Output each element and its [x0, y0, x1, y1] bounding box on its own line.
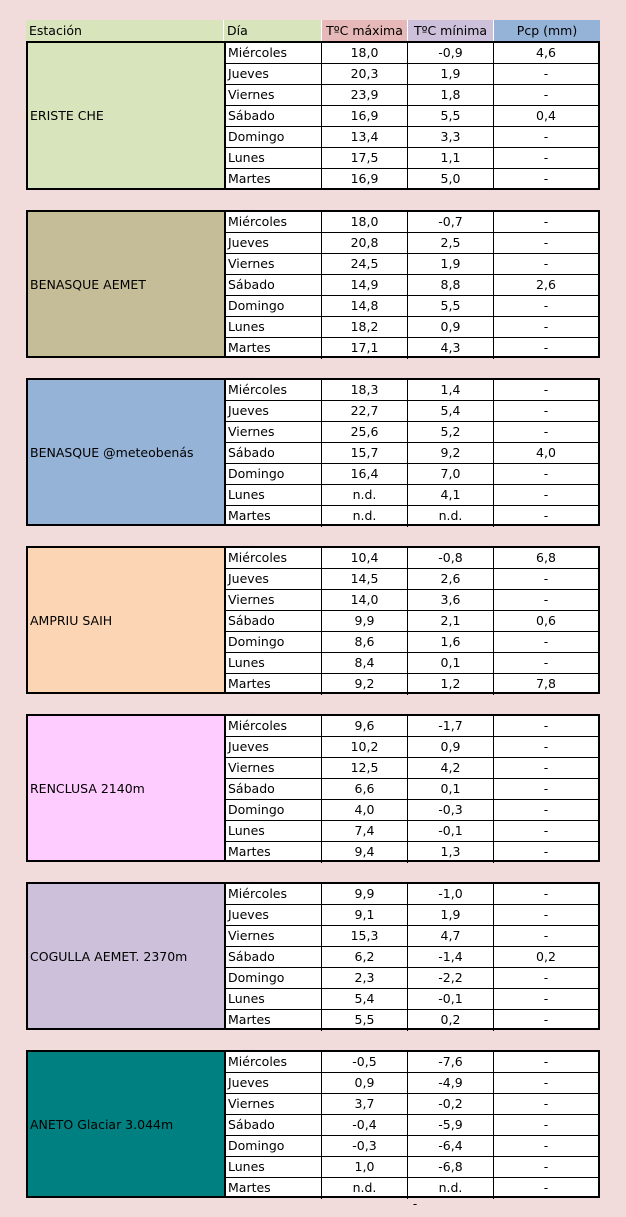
tmin-cell: -0,9 — [408, 43, 494, 63]
day-cell: Sábado — [226, 443, 322, 463]
table-row — [226, 548, 598, 569]
day-cell: Jueves — [226, 905, 322, 925]
tmax-cell: 0,9 — [322, 1073, 408, 1093]
tmax-cell: 16,4 — [322, 464, 408, 484]
tmax-cell: 9,9 — [322, 611, 408, 631]
table-row — [226, 611, 598, 632]
pcp-cell: - — [543, 87, 549, 102]
tmin-cell: 1,2 — [408, 674, 494, 695]
day-cell: Jueves — [226, 64, 322, 84]
pcp-cell: - — [543, 129, 549, 144]
pcp-cell: - — [543, 634, 549, 649]
table-row — [226, 968, 598, 989]
day-cell: Viernes — [226, 1094, 322, 1114]
tmax-cell: 20,3 — [322, 64, 408, 84]
day-cell: Sábado — [226, 611, 322, 631]
pcp-cell: - — [543, 844, 549, 859]
table-row — [226, 842, 598, 863]
tmax-cell: 9,6 — [322, 716, 408, 736]
tmax-cell: 4,0 — [322, 800, 408, 820]
tmax-cell: n.d. — [322, 1178, 408, 1199]
tmin-cell: 0,2 — [408, 1010, 494, 1031]
tmax-cell: 17,5 — [322, 148, 408, 168]
station-rows — [226, 548, 598, 692]
pcp-cell: - — [543, 508, 549, 523]
tmax-cell: 14,9 — [322, 275, 408, 295]
table-row — [226, 590, 598, 611]
header-day: Día — [224, 20, 322, 41]
tmax-cell: 9,9 — [322, 884, 408, 904]
tmin-cell: 7,0 — [408, 464, 494, 484]
table-row — [226, 989, 598, 1010]
tmax-cell: -0,4 — [322, 1115, 408, 1135]
tmin-cell: 2,1 — [408, 611, 494, 631]
header-station: Estación — [26, 20, 224, 41]
pcp-cell: - — [543, 970, 549, 985]
station-name: RENCLUSA 2140m — [28, 716, 226, 860]
table-row — [226, 569, 598, 590]
tmin-cell: 4,7 — [408, 926, 494, 946]
station-block — [26, 882, 600, 1030]
tmin-cell: -0,7 — [408, 212, 494, 232]
table-row — [226, 317, 598, 338]
table-row — [226, 926, 598, 947]
tmax-cell: n.d. — [322, 506, 408, 527]
tmin-cell: 5,2 — [408, 422, 494, 442]
day-cell: Miércoles — [226, 1052, 322, 1072]
station-block — [26, 210, 600, 358]
tmax-cell: 7,4 — [322, 821, 408, 841]
tmax-cell: -0,3 — [322, 1136, 408, 1156]
tmin-cell: 0,9 — [408, 737, 494, 757]
tmin-cell: -7,6 — [408, 1052, 494, 1072]
station-name: AMPRIU SAIH — [28, 548, 226, 692]
header-tmin: TºC mínima — [408, 20, 494, 41]
tmin-cell: n.d. — [408, 1178, 494, 1199]
day-cell: Domingo — [226, 464, 322, 484]
pcp-cell: - — [543, 823, 549, 838]
tmin-cell: 3,3 — [408, 127, 494, 147]
table-row — [226, 1052, 598, 1073]
tmax-cell: 18,0 — [322, 43, 408, 63]
pcp-cell: - — [543, 802, 549, 817]
pcp-cell: - — [543, 571, 549, 586]
day-cell: Lunes — [226, 989, 322, 1009]
tmax-cell: 18,2 — [322, 317, 408, 337]
day-cell: Miércoles — [226, 884, 322, 904]
block-gap — [26, 358, 600, 378]
tmax-cell: 18,0 — [322, 212, 408, 232]
table-row — [226, 275, 598, 296]
station-blocks — [26, 43, 600, 1198]
pcp-cell: - — [543, 1054, 549, 1069]
tmax-cell: 24,5 — [322, 254, 408, 274]
pcp-cell: - — [543, 298, 549, 313]
tmin-cell: 5,4 — [408, 401, 494, 421]
station-block — [26, 378, 600, 526]
day-cell: Jueves — [226, 233, 322, 253]
table-row — [226, 106, 598, 127]
tmax-cell: 18,3 — [322, 380, 408, 400]
tmax-cell: 16,9 — [322, 169, 408, 190]
tmin-cell: n.d. — [408, 506, 494, 527]
tmax-cell: 14,0 — [322, 590, 408, 610]
table-row — [226, 422, 598, 443]
day-cell: Martes — [226, 1010, 322, 1031]
tmin-cell: 0,1 — [408, 779, 494, 799]
tmin-cell: 1,6 — [408, 632, 494, 652]
day-cell: Lunes — [226, 485, 322, 505]
tmax-cell: 13,4 — [322, 127, 408, 147]
tmax-cell: 9,2 — [322, 674, 408, 695]
day-cell: Domingo — [226, 968, 322, 988]
tmax-cell: 20,8 — [322, 233, 408, 253]
tmin-cell: -6,8 — [408, 1157, 494, 1177]
table-row — [226, 338, 598, 359]
block-gap — [26, 190, 600, 210]
day-cell: Domingo — [226, 296, 322, 316]
tmax-cell: 25,6 — [322, 422, 408, 442]
day-cell: Viernes — [226, 758, 322, 778]
day-cell: Domingo — [226, 1136, 322, 1156]
tmax-cell: 10,2 — [322, 737, 408, 757]
pcp-cell: - — [543, 319, 549, 334]
table-row — [226, 1178, 598, 1199]
pcp-cell: - — [543, 466, 549, 481]
tmax-cell: 14,8 — [322, 296, 408, 316]
tmax-cell: 15,3 — [322, 926, 408, 946]
pcp-cell: - — [543, 1180, 549, 1195]
tmin-cell: 1,3 — [408, 842, 494, 863]
tmin-cell: 2,5 — [408, 233, 494, 253]
pcp-cell: - — [543, 655, 549, 670]
tmin-cell: 5,0 — [408, 169, 494, 190]
tmin-cell: 1,9 — [408, 254, 494, 274]
pcp-cell: - — [543, 340, 549, 355]
day-cell: Lunes — [226, 1157, 322, 1177]
tmin-cell: -0,3 — [408, 800, 494, 820]
tmin-cell: 0,1 — [408, 653, 494, 673]
tmin-cell: -5,9 — [408, 1115, 494, 1135]
station-rows — [226, 212, 598, 356]
pcp-cell: - — [543, 403, 549, 418]
block-gap — [26, 526, 600, 546]
table-row — [226, 674, 598, 695]
tmax-cell: 9,1 — [322, 905, 408, 925]
tmin-cell: 3,6 — [408, 590, 494, 610]
tmax-cell: 14,5 — [322, 569, 408, 589]
tmax-cell: 1,0 — [322, 1157, 408, 1177]
footer-mark: - — [412, 1197, 418, 1211]
pcp-cell: - — [543, 171, 549, 186]
weather-table — [26, 20, 600, 1198]
tmin-cell: 1,4 — [408, 380, 494, 400]
table-row — [226, 758, 598, 779]
pcp-cell: - — [543, 487, 549, 502]
day-cell: Lunes — [226, 821, 322, 841]
pcp-cell: - — [543, 718, 549, 733]
pcp-cell: - — [543, 235, 549, 250]
tmax-cell: 8,6 — [322, 632, 408, 652]
tmin-cell: 1,1 — [408, 148, 494, 168]
block-gap — [26, 862, 600, 882]
table-row — [226, 653, 598, 674]
pcp-cell: - — [543, 1117, 549, 1132]
tmin-cell: -0,1 — [408, 821, 494, 841]
station-rows — [226, 884, 598, 1028]
tmin-cell: -1,0 — [408, 884, 494, 904]
table-row — [226, 1157, 598, 1178]
pcp-cell: - — [543, 256, 549, 271]
day-cell: Viernes — [226, 85, 322, 105]
table-row — [226, 64, 598, 85]
table-row — [226, 947, 598, 968]
tmin-cell: -0,8 — [408, 548, 494, 568]
day-cell: Martes — [226, 338, 322, 359]
header-pcp: Pcp (mm) — [494, 20, 600, 41]
table-row — [226, 85, 598, 106]
tmax-cell: -0,5 — [322, 1052, 408, 1072]
table-row — [226, 464, 598, 485]
tmax-cell: 10,4 — [322, 548, 408, 568]
header-row — [26, 20, 600, 43]
tmin-cell: 9,2 — [408, 443, 494, 463]
tmax-cell: 6,2 — [322, 947, 408, 967]
pcp-cell: 2,6 — [536, 277, 556, 292]
table-row — [226, 296, 598, 317]
tmin-cell: 1,9 — [408, 905, 494, 925]
pcp-cell: 6,8 — [536, 550, 556, 565]
day-cell: Jueves — [226, 737, 322, 757]
station-name: COGULLA AEMET. 2370m — [28, 884, 226, 1028]
table-row — [226, 1136, 598, 1157]
day-cell: Jueves — [226, 401, 322, 421]
pcp-cell: - — [543, 1012, 549, 1027]
tmin-cell: 1,8 — [408, 85, 494, 105]
table-row — [226, 1115, 598, 1136]
table-row — [226, 506, 598, 527]
tmax-cell: 15,7 — [322, 443, 408, 463]
table-row — [226, 737, 598, 758]
tmin-cell: -6,4 — [408, 1136, 494, 1156]
day-cell: Viernes — [226, 422, 322, 442]
tmin-cell: 0,9 — [408, 317, 494, 337]
day-cell: Sábado — [226, 947, 322, 967]
pcp-cell: 7,8 — [536, 676, 556, 691]
pcp-cell: 4,0 — [536, 445, 556, 460]
pcp-cell: 0,4 — [536, 108, 556, 123]
day-cell: Lunes — [226, 148, 322, 168]
tmax-cell: 23,9 — [322, 85, 408, 105]
tmin-cell: 4,2 — [408, 758, 494, 778]
day-cell: Miércoles — [226, 212, 322, 232]
station-name: ANETO Glaciar 3.044m — [28, 1052, 226, 1196]
table-row — [226, 212, 598, 233]
tmax-cell: 6,6 — [322, 779, 408, 799]
pcp-cell: - — [543, 1075, 549, 1090]
table-row — [226, 443, 598, 464]
tmin-cell: 4,1 — [408, 485, 494, 505]
day-cell: Lunes — [226, 653, 322, 673]
tmin-cell: -4,9 — [408, 1073, 494, 1093]
table-row — [226, 485, 598, 506]
tmax-cell: 22,7 — [322, 401, 408, 421]
day-cell: Miércoles — [226, 380, 322, 400]
day-cell: Domingo — [226, 632, 322, 652]
tmin-cell: 8,8 — [408, 275, 494, 295]
tmax-cell: 5,5 — [322, 1010, 408, 1031]
block-gap — [26, 1030, 600, 1050]
table-row — [226, 821, 598, 842]
station-name: BENASQUE AEMET — [28, 212, 226, 356]
table-row — [226, 1073, 598, 1094]
day-cell: Miércoles — [226, 43, 322, 63]
tmax-cell: 8,4 — [322, 653, 408, 673]
pcp-cell: - — [543, 66, 549, 81]
pcp-cell: - — [543, 592, 549, 607]
pcp-cell: - — [543, 739, 549, 754]
tmin-cell: -2,2 — [408, 968, 494, 988]
table-row — [226, 43, 598, 64]
pcp-cell: - — [543, 781, 549, 796]
table-row — [226, 716, 598, 737]
pcp-cell: - — [543, 214, 549, 229]
tmax-cell: 17,1 — [322, 338, 408, 359]
tmax-cell: 5,4 — [322, 989, 408, 1009]
day-cell: Martes — [226, 506, 322, 527]
table-row — [226, 401, 598, 422]
pcp-cell: - — [543, 382, 549, 397]
pcp-cell: - — [543, 928, 549, 943]
day-cell: Martes — [226, 169, 322, 190]
tmin-cell: 5,5 — [408, 296, 494, 316]
pcp-cell: - — [543, 1138, 549, 1153]
table-row — [226, 1010, 598, 1031]
tmin-cell: 1,9 — [408, 64, 494, 84]
day-cell: Domingo — [226, 127, 322, 147]
day-cell: Miércoles — [226, 548, 322, 568]
tmax-cell: 16,9 — [322, 106, 408, 126]
day-cell: Viernes — [226, 590, 322, 610]
pcp-cell: - — [543, 886, 549, 901]
tmin-cell: 2,6 — [408, 569, 494, 589]
day-cell: Martes — [226, 674, 322, 695]
table-row — [226, 233, 598, 254]
pcp-cell: - — [543, 760, 549, 775]
day-cell: Sábado — [226, 106, 322, 126]
station-rows — [226, 1052, 598, 1196]
table-row — [226, 905, 598, 926]
table-row — [226, 800, 598, 821]
tmin-cell: 4,3 — [408, 338, 494, 359]
pcp-cell: - — [543, 991, 549, 1006]
tmin-cell: -0,2 — [408, 1094, 494, 1114]
tmin-cell: -0,1 — [408, 989, 494, 1009]
station-rows — [226, 716, 598, 860]
day-cell: Martes — [226, 842, 322, 863]
tmin-cell: -1,4 — [408, 947, 494, 967]
pcp-cell: - — [543, 424, 549, 439]
table-row — [226, 254, 598, 275]
station-rows — [226, 380, 598, 524]
tmax-cell: n.d. — [322, 485, 408, 505]
station-block — [26, 546, 600, 694]
header-tmax: TºC máxima — [322, 20, 408, 41]
day-cell: Viernes — [226, 254, 322, 274]
tmax-cell: 3,7 — [322, 1094, 408, 1114]
table-row — [226, 380, 598, 401]
day-cell: Viernes — [226, 926, 322, 946]
day-cell: Sábado — [226, 275, 322, 295]
table-row — [226, 779, 598, 800]
station-block — [26, 714, 600, 862]
block-gap — [26, 694, 600, 714]
day-cell: Sábado — [226, 779, 322, 799]
pcp-cell: 0,6 — [536, 613, 556, 628]
pcp-cell: 4,6 — [536, 45, 556, 60]
tmax-cell: 9,4 — [322, 842, 408, 863]
day-cell: Miércoles — [226, 716, 322, 736]
day-cell: Sábado — [226, 1115, 322, 1135]
pcp-cell: - — [543, 1096, 549, 1111]
pcp-cell: - — [543, 150, 549, 165]
day-cell: Martes — [226, 1178, 322, 1199]
pcp-cell: 0,2 — [536, 949, 556, 964]
pcp-cell: - — [543, 907, 549, 922]
tmax-cell: 12,5 — [322, 758, 408, 778]
station-name: ERISTE CHE — [28, 43, 226, 188]
table-row — [226, 169, 598, 190]
station-block — [26, 1050, 600, 1198]
day-cell: Lunes — [226, 317, 322, 337]
station-name: BENASQUE @meteobenás — [28, 380, 226, 524]
day-cell: Jueves — [226, 1073, 322, 1093]
tmin-cell: 5,5 — [408, 106, 494, 126]
table-row — [226, 1094, 598, 1115]
day-cell: Jueves — [226, 569, 322, 589]
table-row — [226, 127, 598, 148]
table-row — [226, 632, 598, 653]
pcp-cell: - — [543, 1159, 549, 1174]
tmin-cell: -1,7 — [408, 716, 494, 736]
table-row — [226, 148, 598, 169]
station-block — [26, 43, 600, 190]
station-rows — [226, 43, 598, 188]
table-row — [226, 884, 598, 905]
day-cell: Domingo — [226, 800, 322, 820]
tmax-cell: 2,3 — [322, 968, 408, 988]
